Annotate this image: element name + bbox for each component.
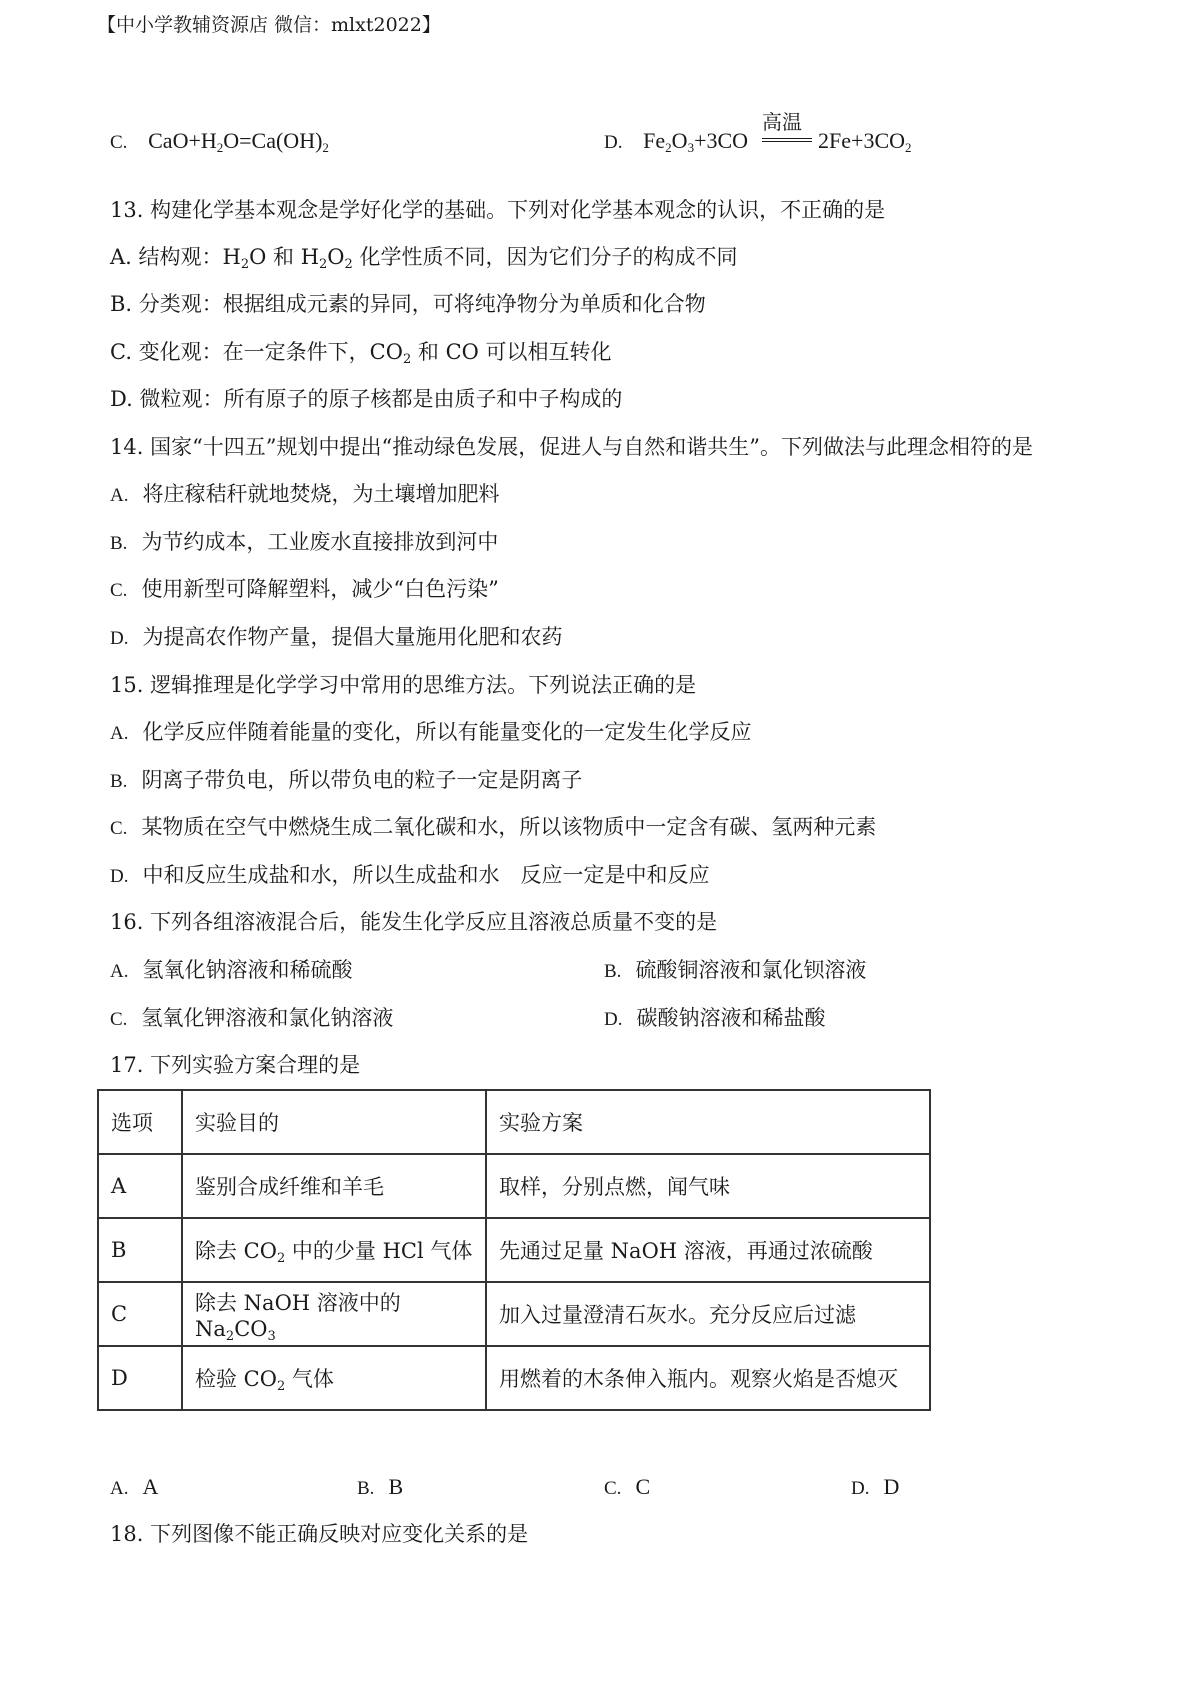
table-header-cell: 实验目的 bbox=[182, 1090, 486, 1154]
q15-option-b: B. 阴离子带负电，所以带负电的粒子一定是阴离子 bbox=[110, 768, 583, 792]
q14-stem: 14. 国家“十四五”规划中提出“推动绿色发展，促进人与自然和谐共生”。下列做法与此理念相符的是 bbox=[110, 435, 1034, 459]
table-cell: 先通过足量 NaOH 溶液，再通过浓硫酸 bbox=[486, 1218, 930, 1282]
equation-d: $Fe_2O_3+3CO$ $2Fe+3CO_2$ bbox=[643, 128, 912, 155]
q15-option-c: C. 某物质在空气中燃烧生成二氧化碳和水，所以该物质中一定含有碳、氢两种元素 bbox=[110, 815, 877, 839]
q14-option-b: B. 为节约成本，工业废水直接排放到河中 bbox=[110, 530, 499, 554]
table-cell: C bbox=[98, 1282, 182, 1346]
table-row bbox=[98, 1154, 930, 1218]
table-cell: 除去 NaOH 溶液中的 $Na_2CO_3$ bbox=[182, 1282, 486, 1346]
table-cell: 除去 $CO_2$ 中的少量 HCl 气体 bbox=[182, 1218, 486, 1282]
q17-answer-a: A. A bbox=[110, 1474, 159, 1499]
option-label: C. bbox=[110, 132, 128, 153]
table-cell: 检验 $CO_2$ 气体 bbox=[182, 1346, 486, 1410]
q13-option-c: C. 变化观：在一定条件下，$CO_2$ 和 CO 可以相互转化 bbox=[110, 340, 612, 367]
table-cell: 鉴别合成纤维和羊毛 bbox=[182, 1154, 486, 1218]
table-header-cell: 选项 bbox=[98, 1090, 182, 1154]
q13-stem: 13. 构建化学基本观念是学好化学的基础。下列对化学基本观念的认识，不正确的是 bbox=[110, 198, 886, 222]
reaction-condition: 高温 bbox=[762, 110, 802, 134]
table-row bbox=[98, 1282, 930, 1346]
q17-answer-c: C. C bbox=[604, 1474, 651, 1499]
q16-option-a: A. 氢氧化钠溶液和稀硫酸 bbox=[110, 958, 353, 982]
q16-option-b: B. 硫酸铜溶液和氯化钡溶液 bbox=[604, 958, 867, 982]
equals-sign-double-line bbox=[762, 138, 812, 142]
q17-answer-b: B. B bbox=[357, 1474, 404, 1499]
q13-option-d: D. 微粒观：所有原子的原子核都是由质子和中子构成的 bbox=[110, 387, 623, 411]
q13-option-b: B. 分类观：根据组成元素的异同，可将纯净物分为单质和化合物 bbox=[110, 292, 706, 316]
q15-stem: 15. 逻辑推理是化学学习中常用的思维方法。下列说法正确的是 bbox=[110, 673, 697, 697]
table-cell: D bbox=[98, 1346, 182, 1410]
q12-option-c bbox=[110, 128, 329, 155]
q14-option-a: A. 将庄稼秸秆就地焚烧，为土壤增加肥料 bbox=[110, 482, 500, 506]
table-header-cell: 实验方案 bbox=[486, 1090, 930, 1154]
q14-option-d: D. 为提高农作物产量，提倡大量施用化肥和农药 bbox=[110, 625, 563, 649]
q17-stem: 17. 下列实验方案合理的是 bbox=[110, 1053, 361, 1077]
q16-stem: 16. 下列各组溶液混合后，能发生化学反应且溶液总质量不变的是 bbox=[110, 910, 718, 934]
q12-option-d bbox=[604, 128, 912, 155]
q18-stem: 18. 下列图像不能正确反映对应变化关系的是 bbox=[110, 1522, 529, 1546]
option-label: D. bbox=[604, 132, 623, 153]
q15-option-d: D. 中和反应生成盐和水，所以生成盐和水 反应一定是中和反应 bbox=[110, 863, 710, 887]
equation-c: $CaO+H_2O=Ca(OH)_2$ bbox=[148, 128, 329, 155]
table-cell: 取样，分别点燃，闻气味 bbox=[486, 1154, 930, 1218]
table-row bbox=[98, 1218, 930, 1282]
q16-option-c: C. 氢氧化钾溶液和氯化钠溶液 bbox=[110, 1006, 394, 1030]
experiment-table bbox=[97, 1089, 931, 1411]
q15-option-a: A. 化学反应伴随着能量的变化，所以有能量变化的一定发生化学反应 bbox=[110, 720, 752, 744]
table-row bbox=[98, 1346, 930, 1410]
table-cell: B bbox=[98, 1218, 182, 1282]
q14-option-c: C. 使用新型可降解塑料，减少“白色污染” bbox=[110, 577, 499, 601]
page-header: 【中小学教辅资源店 微信：mlxt2022】 bbox=[97, 14, 441, 36]
q13-option-a: A. 结构观：$H_2O$ 和 $H_2O_2$ 化学性质不同，因为它们分子的构成不同 bbox=[110, 245, 738, 272]
table-header-row bbox=[98, 1090, 930, 1154]
table-cell: 用燃着的木条伸入瓶内。观察火焰是否熄灭 bbox=[486, 1346, 930, 1410]
q16-option-d: D. 碳酸钠溶液和稀盐酸 bbox=[604, 1006, 826, 1030]
table-cell: 加入过量澄清石灰水。充分反应后过滤 bbox=[486, 1282, 930, 1346]
q17-answer-d: D. D bbox=[851, 1474, 900, 1499]
table-cell: A bbox=[98, 1154, 182, 1218]
